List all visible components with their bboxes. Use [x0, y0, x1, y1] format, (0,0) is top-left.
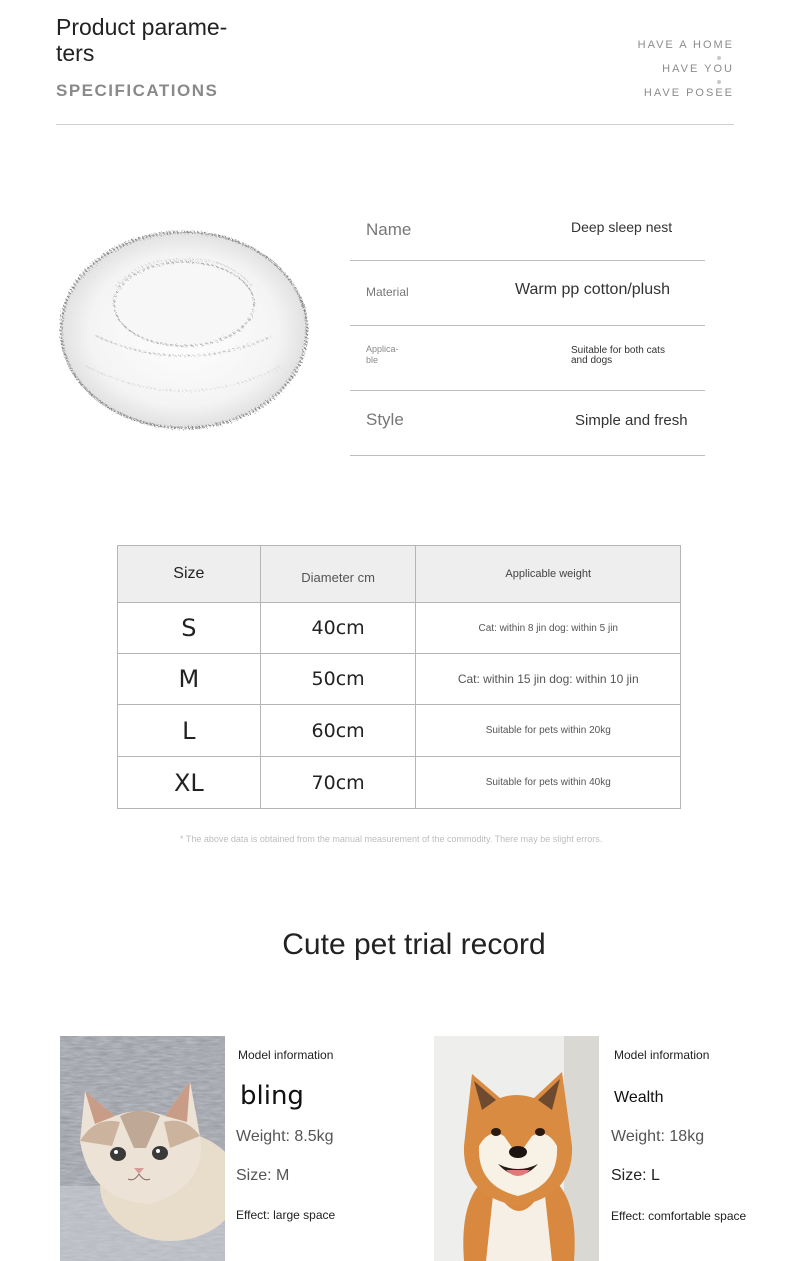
- pet-name: bling: [240, 1081, 304, 1111]
- table-header: Applicable weight: [416, 546, 681, 603]
- spec-label: Applica- ble: [366, 344, 399, 365]
- diameter-cell: 40cm: [260, 603, 416, 654]
- spec-label: Name: [366, 220, 412, 239]
- cat-photo: [60, 1036, 225, 1261]
- spec-value: Suitable for both cats and dogs: [571, 345, 665, 366]
- spec-row-name: [350, 196, 705, 261]
- size-cell: S: [118, 603, 261, 654]
- spec-value: Deep sleep nest: [571, 219, 673, 235]
- size-cell: M: [118, 654, 261, 705]
- size-table: [117, 545, 681, 809]
- slogan-line-3: HAVE POSEE: [643, 87, 734, 99]
- spec-row-material: [350, 261, 705, 326]
- page-title: Product parame- ters: [56, 14, 228, 66]
- table-header: Diameter cm: [260, 546, 416, 603]
- spec-row-style: [350, 391, 705, 456]
- pet-effect: Effect: large space: [236, 1208, 336, 1222]
- table-row: [118, 757, 681, 809]
- weight-cell: Cat: within 15 jin dog: within 10 jin: [416, 654, 681, 705]
- weight-cell: Suitable for pets within 40kg: [416, 757, 681, 809]
- size-cell: L: [118, 705, 261, 757]
- spec-label: Style: [366, 410, 404, 429]
- model-info-heading: Model information: [238, 1048, 334, 1062]
- table-row: [118, 603, 681, 654]
- pet-size: Size: M: [236, 1167, 290, 1184]
- table-header-row: [118, 546, 681, 603]
- size-cell: XL: [118, 757, 261, 809]
- table-row: [118, 654, 681, 705]
- dog-photo: [434, 1036, 599, 1261]
- pet-weight: Weight: 18kg: [611, 1128, 705, 1145]
- pet-size: Size: L: [611, 1167, 660, 1184]
- model-info-heading: Model information: [614, 1048, 710, 1062]
- section-subtitle: SPECIFICATIONS: [56, 81, 219, 100]
- pet-name: Wealth: [614, 1089, 664, 1106]
- table-header: Size: [118, 546, 261, 603]
- slogan-dot: [717, 56, 721, 60]
- slogan-line-1: HAVE A HOME: [637, 39, 734, 51]
- weight-cell: Suitable for pets within 20kg: [416, 705, 681, 757]
- slogan-dot: [717, 80, 721, 84]
- spec-value: Warm pp cotton/plush: [515, 281, 671, 298]
- diameter-cell: 50cm: [260, 654, 416, 705]
- diameter-cell: 70cm: [260, 757, 416, 809]
- pet-effect: Effect: comfortable space: [611, 1209, 747, 1223]
- trial-section-title: Cute pet trial record: [282, 928, 546, 961]
- spec-row-applicable: [350, 326, 705, 391]
- pet-bed-illustration: [56, 226, 312, 442]
- slogan-line-2: HAVE YOU: [662, 63, 734, 75]
- spec-label: Material: [366, 285, 409, 299]
- diameter-cell: 60cm: [260, 705, 416, 757]
- weight-cell: Cat: within 8 jin dog: within 5 jin: [416, 603, 681, 654]
- header-divider: [56, 124, 734, 125]
- pet-weight: Weight: 8.5kg: [236, 1128, 334, 1145]
- spec-value: Simple and fresh: [575, 412, 688, 429]
- measurement-note: * The above data is obtained from the manual measurement of the commodity. There may be slight errors.: [180, 834, 603, 844]
- table-row: [118, 705, 681, 757]
